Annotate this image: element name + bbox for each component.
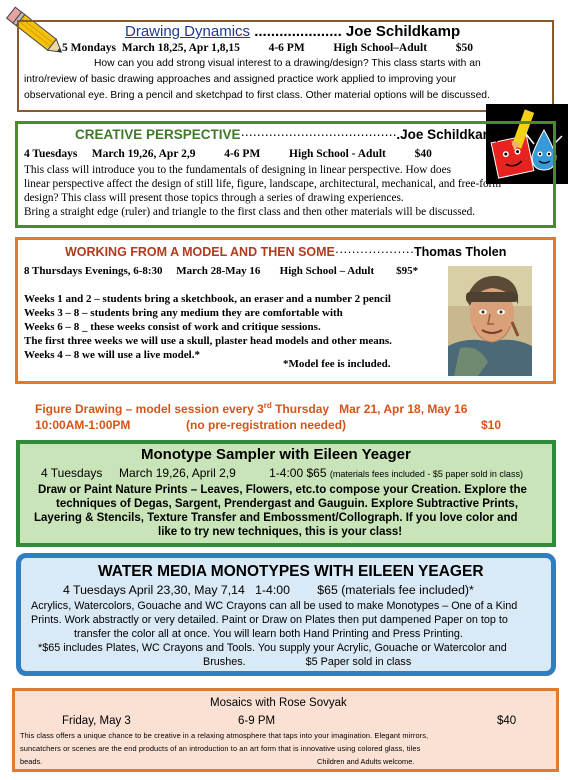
creative-perspective-instructor: .Joe Schildkamp: [396, 127, 503, 142]
mosaics-day: Friday, May 3: [62, 715, 131, 727]
monotype-sampler-info-main: 4 Tuesdays March 19,26, April 2,9 1-4:00 $65: [41, 466, 327, 480]
monotype-sampler-info-small: (materials fees included - $5 paper sold in class): [329, 469, 523, 479]
working-from-model-title: WORKING FROM A MODEL AND THEN SOME: [65, 245, 335, 259]
creative-perspective-info: 4 Tuesdays March 19,26, Apr 2,9 4-6 PM High School - Adult $40: [24, 148, 432, 160]
mosaics-price: $40: [497, 715, 517, 727]
creative-perspective-title: CREATIVE PERSPECTIVE: [75, 127, 241, 142]
working-from-model-note: *Model fee is included.: [283, 358, 391, 370]
monotype-sampler-desc-4: like to try new techniques, this is your class!: [158, 526, 403, 538]
water-media-desc-2: Prints. Work abstractly or very detailed. Paint or Draw on Plates then put dampened Paper on top to: [31, 614, 508, 626]
portrait-painting: [448, 266, 532, 376]
monotype-sampler-desc-2: techniques of Degas, Sargent, Prendergast and Gauguin. Explore Subtractive Prints,: [56, 498, 519, 510]
figure-drawing-title-text: Figure Drawing – model session every 3: [35, 402, 264, 416]
working-from-model-instructor: Thomas Tholen: [414, 245, 507, 259]
mosaics-desc-4: Children and Adults welcome.: [317, 757, 415, 766]
figure-drawing-note: (no pre-registration needed): [186, 418, 347, 432]
monotype-sampler-info: [41, 466, 523, 480]
mosaics-time: 6-9 PM: [238, 715, 276, 727]
drawing-dynamics-title: Drawing Dynamics: [125, 23, 251, 40]
figure-drawing-ordinal: rd: [263, 401, 272, 410]
working-from-model-line-1: Weeks 1 and 2 – students bring a sketchbook, an eraser and a number 2 pencil: [24, 293, 391, 305]
water-media-desc-4: *$65 includes Plates, WC Crayons and Tools. You supply your Acrylic, Gouache or Watercolor and: [38, 642, 507, 654]
mosaics-title: Mosaics with Rose Sovyak: [210, 697, 347, 709]
creative-perspective-desc-4: Bring a straight edge (ruler) and triangle to the first class and then other materials will be discussed.: [24, 206, 476, 218]
working-from-model-dots: ···················: [334, 245, 414, 259]
figure-drawing-price: $10: [481, 418, 502, 432]
water-media-desc-1: Acrylics, Watercolors, Gouache and WC Crayons can all be used to make Monotypes – One of a Kind: [31, 600, 518, 612]
water-media-title: WATER MEDIA MONOTYPES WITH EILEEN YEAGER: [98, 563, 484, 580]
drawing-dynamics-desc-2: intro/review of basic drawing approaches and assigned practice work applied to improving your: [24, 74, 457, 85]
water-media-desc-5: Brushes. $5 Paper sold in class: [203, 656, 412, 668]
drawing-dynamics-dots: .....................: [250, 23, 346, 40]
monotype-sampler-desc-3: Layering & Stencils, Texture Transfer and Embossment/Collograph. If you love color and: [34, 512, 518, 524]
creative-perspective-desc-2: linear perspective affect the design of still life, figure, landscape, architectural, mechanical, and free-form: [24, 178, 502, 190]
water-media-desc-3: transfer the color all at once. You will learn both Hand Printing and Press Printing.: [74, 628, 463, 640]
drawing-dynamics-info: 5 Mondays March 18,25, Apr 1,8,15 4-6 PM High School–Adult $50: [62, 42, 474, 54]
drawing-dynamics-desc-1: How can you add strong visual interest to a drawing/design? This class starts with an: [94, 58, 481, 69]
mosaics-desc-3: beads.: [20, 757, 43, 766]
mosaics-desc-1: This class offers a unique chance to be creative in a relaxing atmosphere that taps into your imagination. Elegant mirrors,: [20, 731, 429, 740]
creative-perspective-dots: ·······································: [240, 127, 397, 142]
drawing-dynamics-desc-3: observational eye. Bring a pencil and sketchpad to first class. Other material options will be discussed.: [24, 90, 490, 101]
figure-drawing-time: 10:00AM-1:00PM: [35, 418, 131, 432]
creative-perspective-heading: [75, 127, 503, 142]
working-from-model-heading: [65, 245, 506, 259]
working-from-model-info: 8 Thursdays Evenings, 6-8:30 March 28-May 16 High School – Adult $95*: [24, 265, 419, 277]
mosaics-desc-2: suncatchers or scenes are the end products of an introduction to an art form that is innovative using colored glass, tiles: [20, 744, 421, 753]
working-from-model-line-3: Weeks 6 – 8 _ these weeks consist of work and critique sessions.: [24, 321, 321, 333]
working-from-model-line-2: Weeks 3 – 8 – students bring any medium they are comfortable with: [24, 307, 343, 319]
figure-drawing-dates: Thursday Mar 21, Apr 18, May 16: [271, 402, 468, 416]
creative-perspective-desc-1: This class will introduce you to the fundamentals of designing in linear perspective. How does: [24, 164, 451, 176]
figure-drawing-title: [35, 401, 467, 416]
drawing-dynamics-heading: [125, 23, 460, 40]
monotype-sampler-desc-1: Draw or Paint Nature Prints – Leaves, Flowers, etc.to compose your Creation. Explore the: [38, 484, 527, 496]
working-from-model-line-4: The first three weeks we will use a skull, plaster head models and other means.: [24, 335, 392, 347]
creative-perspective-desc-3: design? This class will present those topics through a series of drawing experiences.: [24, 192, 404, 204]
drawing-dynamics-instructor: Joe Schildkamp: [345, 23, 461, 40]
monotype-sampler-title: Monotype Sampler with Eileen Yeager: [141, 446, 411, 463]
working-from-model-line-5: Weeks 4 – 8 we will use a live model.*: [24, 349, 200, 361]
water-media-info: 4 Tuesdays April 23,30, May 7,14 1-4:00 $65 (materials fee included)*: [63, 583, 474, 597]
